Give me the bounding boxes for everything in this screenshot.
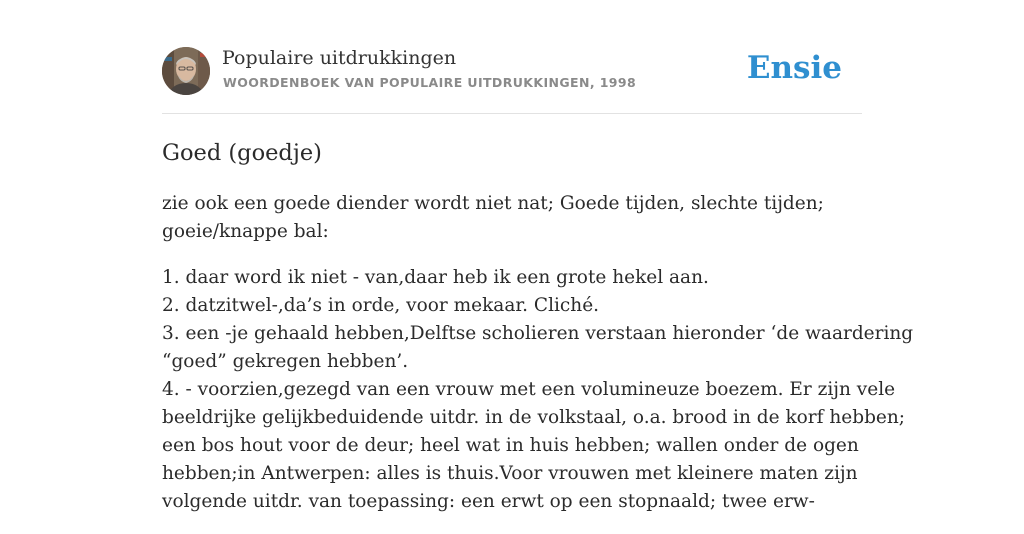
definition-line: beeldrijke gelijkbeduidende uitdr. in de volkstaal, o.a. brood in de korf hebben; bbox=[162, 407, 906, 428]
definition-line: 3. een -je gehaald hebben,Delftse scholieren verstaan hieronder ‘de waardering bbox=[162, 323, 914, 344]
definition-line: 1. daar word ik niet - van,daar heb ik een grote hekel aan. bbox=[162, 267, 709, 288]
intro-line: zie ook een goede diender wordt niet nat; Goede tijden, slechte tijden; bbox=[162, 193, 824, 214]
header-divider bbox=[162, 113, 862, 114]
person-portrait-icon bbox=[162, 47, 210, 95]
author-avatar[interactable] bbox=[162, 47, 210, 95]
entry-intro bbox=[162, 190, 852, 246]
definition-line: 4. - voorzien,gezegd van een vrouw met een volumineuze boezem. Er zijn vele bbox=[162, 379, 896, 400]
ensie-logo-link[interactable]: Ensie bbox=[746, 50, 842, 86]
entry-definitions bbox=[162, 264, 914, 516]
definition-line: een bos hout voor de deur; heel wat in huis hebben; wallen onder de ogen bbox=[162, 435, 859, 456]
definition-line: hebben;in Antwerpen: alles is thuis.Voor vrouwen met kleinere maten zijn bbox=[162, 463, 858, 484]
definition-line: 2. datzitwel-,da’s in orde, voor mekaar. Cliché. bbox=[162, 295, 600, 316]
source-header bbox=[162, 46, 862, 96]
definition-line: volgende uitdr. van toepassing: een erwt op een stopnaald; twee erw- bbox=[162, 491, 815, 512]
definition-line: “goed” gekregen hebben’. bbox=[162, 351, 409, 372]
entry-content bbox=[162, 136, 914, 534]
entry-title: Goed (goedje) bbox=[162, 140, 322, 166]
source-subtitle: WOORDENBOEK VAN POPULAIRE UITDRUKKINGEN, 1998 bbox=[223, 75, 637, 90]
source-title[interactable]: Populaire uitdrukkingen bbox=[222, 47, 457, 69]
intro-line: goeie/knappe bal: bbox=[162, 221, 329, 242]
